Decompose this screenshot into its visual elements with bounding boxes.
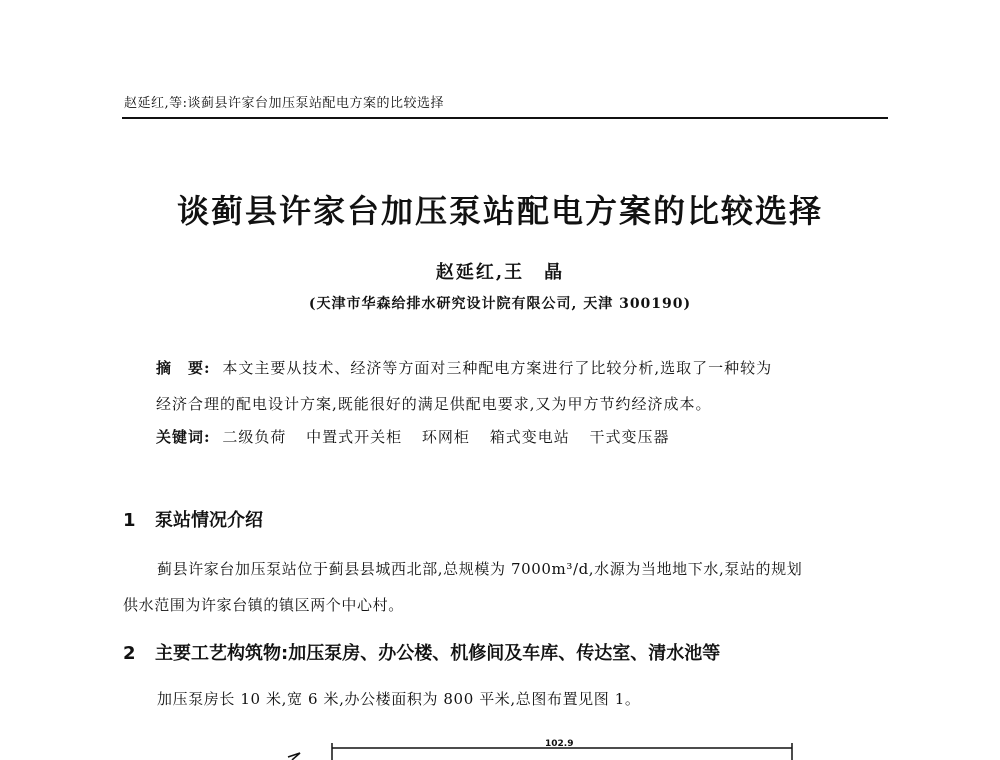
keyword: 干式变压器	[589, 428, 670, 446]
keywords	[156, 426, 684, 447]
section-number: 2	[123, 643, 136, 664]
site-plan-figure	[270, 735, 800, 760]
section-heading-1	[123, 506, 263, 532]
section-number: 1	[123, 510, 136, 531]
section-heading-2	[123, 639, 720, 665]
figure-arrow-mark	[288, 753, 300, 760]
header-rule	[122, 117, 888, 119]
keyword: 箱式变电站	[489, 428, 570, 446]
abstract-text-1: 本文主要从技术、经济等方面对三种配电方案进行了比较分析,选取了一种较为	[222, 359, 773, 377]
section-title: 泵站情况介绍	[155, 510, 263, 531]
abstract-label: 摘 要:	[156, 359, 211, 377]
section-2-para-line-1: 加压泵房长 10 米,宽 6 米,办公楼面积为 800 平米,总图布置见图 1。	[157, 690, 641, 708]
keyword: 环网柜	[421, 428, 470, 446]
paper-title: 谈蓟县许家台加压泵站配电方案的比较选择	[176, 192, 823, 230]
running-header: 赵延红,等:谈蓟县许家台加压泵站配电方案的比较选择	[124, 96, 445, 111]
authors: 赵延红,王 晶	[435, 262, 565, 283]
keyword: 中置式开关柜	[306, 428, 403, 446]
abstract-line-2	[156, 393, 712, 414]
section-title: 主要工艺构筑物:加压泵房、办公楼、机修间及车库、传达室、清水池等	[155, 643, 721, 664]
figure-dimension-label: 102.9	[545, 739, 574, 749]
abstract-text-2: 经济合理的配电设计方案,既能很好的满足供配电要求,又为甲方节约经济成本。	[156, 395, 712, 413]
abstract-line-1	[156, 357, 772, 378]
keywords-label: 关键词:	[156, 428, 211, 446]
keyword: 二级负荷	[222, 428, 287, 446]
affiliation: (天津市华森给排水研究设计院有限公司, 天津 300190)	[308, 296, 692, 312]
section-1-para-line-1: 蓟县许家台加压泵站位于蓟县县城西北部,总规模为 7000m³/d,水源为当地地下水,泵站的规划	[157, 560, 803, 578]
section-1-para-line-2: 供水范围为许家台镇的镇区两个中心村。	[123, 596, 404, 614]
